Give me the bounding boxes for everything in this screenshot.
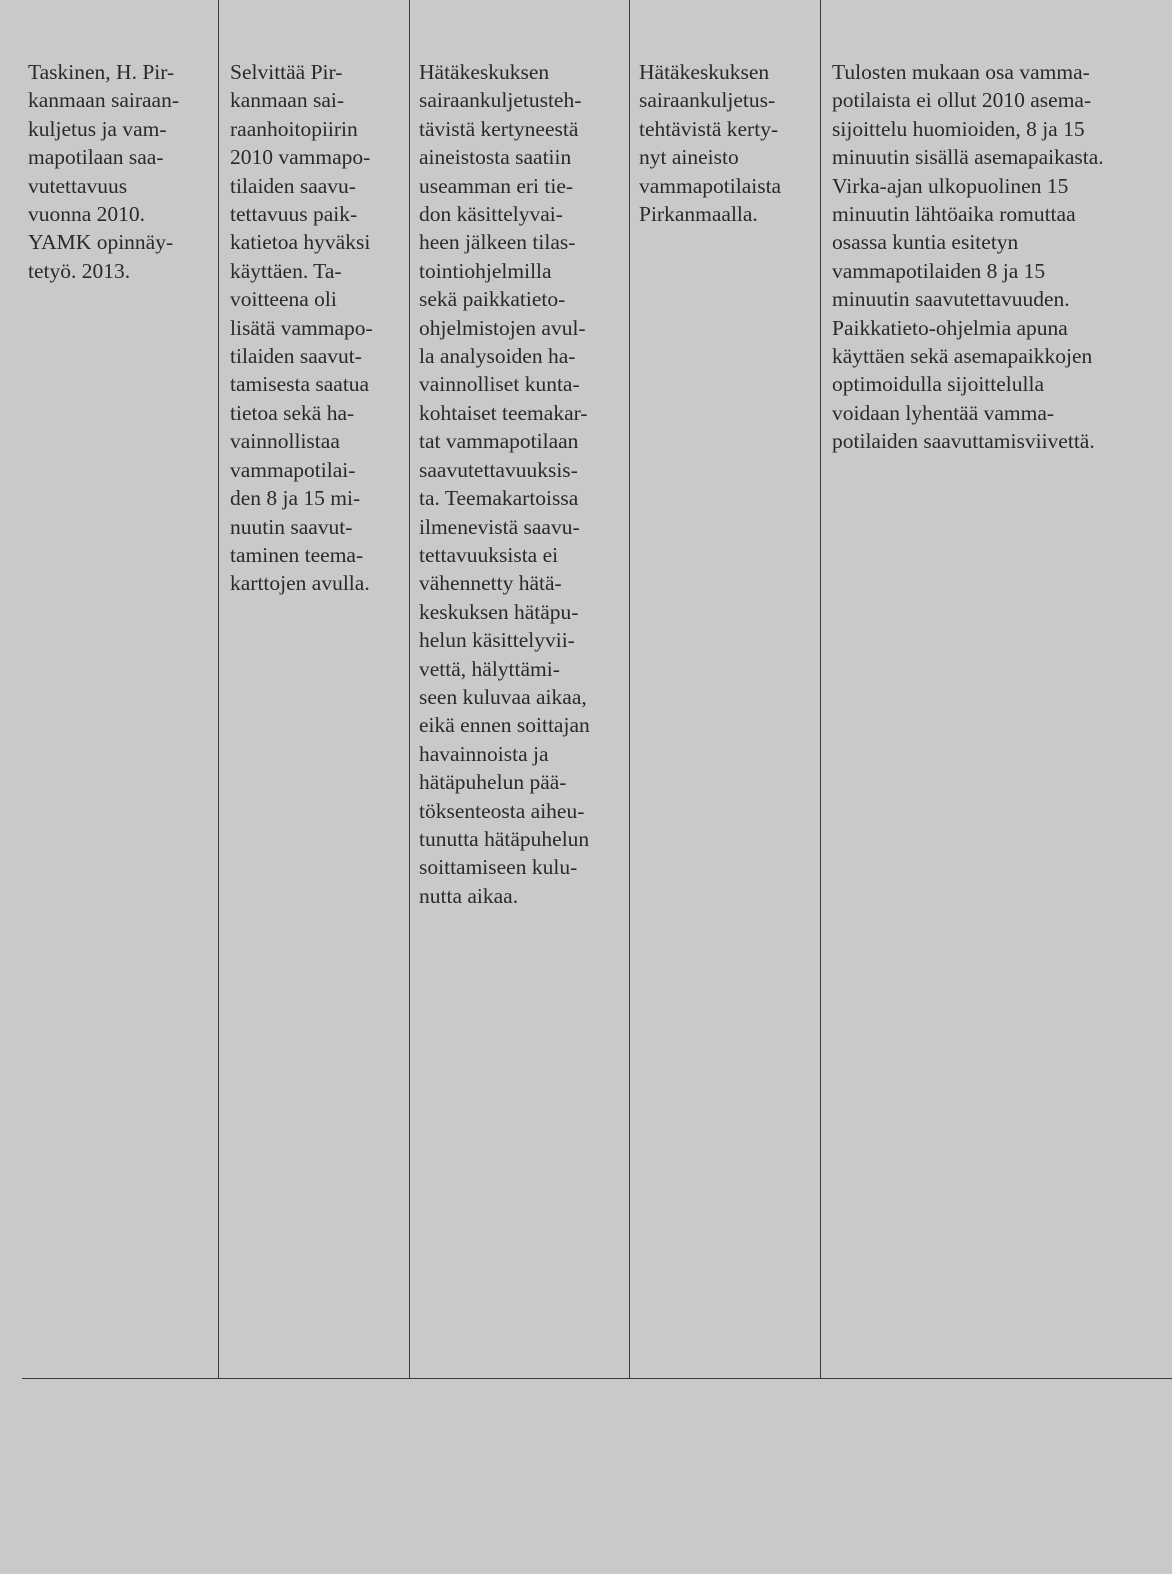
text-line: tunutta hätäpuhelun (419, 826, 590, 851)
text-line: minuutin saavutettavuuden. (832, 287, 1070, 312)
text-line: mapotilaan saa- (28, 145, 164, 170)
text-line: Pirkanmaalla. (639, 202, 758, 227)
text-line: la analysoiden ha- (419, 344, 576, 369)
text-line: ta. Teemakartoissa (419, 486, 579, 511)
column-divider-1 (218, 0, 219, 1378)
text-line: Tulosten mukaan osa vamma- (832, 60, 1090, 84)
text-line: vettä, hälyttämi- (419, 656, 560, 681)
text-line: käyttäen. Ta- (230, 258, 342, 283)
text-line: YAMK opinnäy- (28, 230, 174, 255)
text-line: tettavuuksista ei (419, 542, 559, 567)
text-line: tehtävistä kerty- (639, 116, 779, 141)
text-line: voidaan lyhentää vamma- (832, 400, 1055, 425)
cell-purpose (230, 58, 373, 598)
text-line: minuutin sisällä asemapaikasta. (832, 145, 1104, 170)
text-line: kuljetus ja vam- (28, 116, 167, 141)
column-divider-4 (820, 0, 821, 1378)
text-line: eikä ennen soittajan (419, 713, 590, 738)
text-line: sairaankuljetusteh- (419, 88, 582, 113)
text-line: vutettavuus (28, 173, 128, 198)
text-line: Taskinen, H. Pir- (28, 60, 175, 84)
text-line: vammapotilaiden 8 ja 15 (832, 258, 1046, 283)
text-line: kanmaan sairaan- (28, 88, 180, 113)
text-line: Virka-ajan ulkopuolinen 15 (832, 173, 1069, 198)
text-line: osassa kuntia esitetyn (832, 230, 1019, 255)
text-line: tamisesta saatua (230, 372, 370, 397)
text-line: sekä paikkatieto- (419, 287, 566, 312)
text-line: raanhoitopiirin (230, 116, 358, 141)
text-line: Hätäkeskuksen (419, 60, 550, 84)
text-line: lisätä vammapo- (230, 315, 373, 340)
text-line: useamman eri tie- (419, 173, 574, 198)
text-line: taminen teema- (230, 542, 364, 567)
text-line: helun käsittelyvii- (419, 628, 575, 653)
cell-results (832, 58, 1104, 456)
table-bottom-border (22, 1378, 1172, 1379)
text-line: tettavuus paik- (230, 202, 358, 227)
text-line: keskuksen hätäpu- (419, 599, 579, 624)
text-line: vammapotilai- (230, 457, 356, 482)
text-line: don käsittelyvai- (419, 202, 563, 227)
text-line: voitteena oli (230, 287, 337, 312)
column-divider-3 (629, 0, 630, 1378)
text-line: den 8 ja 15 mi- (230, 486, 361, 511)
text-line: vammapotilaista (639, 173, 782, 198)
text-line: soittamiseen kulu- (419, 855, 578, 880)
text-line: Paikkatieto-ohjelmia apuna (832, 315, 1068, 340)
text-line: Hätäkeskuksen (639, 60, 770, 84)
text-line: tietoa sekä ha- (230, 400, 355, 425)
text-line: hätäpuhelun pää- (419, 770, 567, 795)
text-line: ilmenevistä saavu- (419, 514, 580, 539)
text-line: vähennetty hätä- (419, 571, 562, 596)
text-line: havainnoista ja (419, 741, 549, 766)
text-line: tävistä kertyneestä (419, 116, 579, 141)
text-line: tat vammapotilaan (419, 429, 579, 454)
text-line: sairaankuljetus- (639, 88, 776, 113)
text-line: tointiohjelmilla (419, 258, 552, 283)
text-line: saavutettavuuksis- (419, 457, 578, 482)
text-line: töksenteosta aiheu- (419, 798, 585, 823)
text-line: kohtaiset teemakar- (419, 400, 588, 425)
text-line: tilaiden saavu- (230, 173, 356, 198)
text-line: vainnollistaa (230, 429, 340, 454)
text-line: tilaiden saavut- (230, 344, 362, 369)
text-line: nutta aikaa. (419, 883, 519, 908)
cell-reference (28, 58, 179, 285)
text-line: nyt aineisto (639, 145, 739, 170)
text-line: karttojen avulla. (230, 571, 370, 596)
column-divider-2 (409, 0, 410, 1378)
text-line: Selvittää Pir- (230, 60, 343, 84)
text-line: 2010 vammapo- (230, 145, 371, 170)
text-line: ohjelmistojen avul- (419, 315, 586, 340)
text-line: vainnolliset kunta- (419, 372, 580, 397)
text-line: optimoidulla sijoittelulla (832, 372, 1044, 397)
text-line: sijoittelu huomioiden, 8 ja 15 (832, 116, 1085, 141)
text-line: aineistosta saatiin (419, 145, 572, 170)
cell-material (639, 58, 781, 228)
text-line: tetyö. 2013. (28, 258, 131, 283)
text-line: käyttäen sekä asemapaikkojen (832, 344, 1093, 369)
text-line: seen kuluvaa aikaa, (419, 684, 587, 709)
cell-method (419, 58, 590, 910)
text-line: minuutin lähtöaika romuttaa (832, 202, 1076, 227)
text-line: katietoa hyväksi (230, 230, 371, 255)
text-line: heen jälkeen tilas- (419, 230, 576, 255)
text-line: nuutin saavut- (230, 514, 353, 539)
text-line: potilaista ei ollut 2010 asema- (832, 88, 1092, 113)
text-line: vuonna 2010. (28, 202, 146, 227)
text-line: kanmaan sai- (230, 88, 345, 113)
text-line: potilaiden saavuttamisviivettä. (832, 429, 1095, 454)
